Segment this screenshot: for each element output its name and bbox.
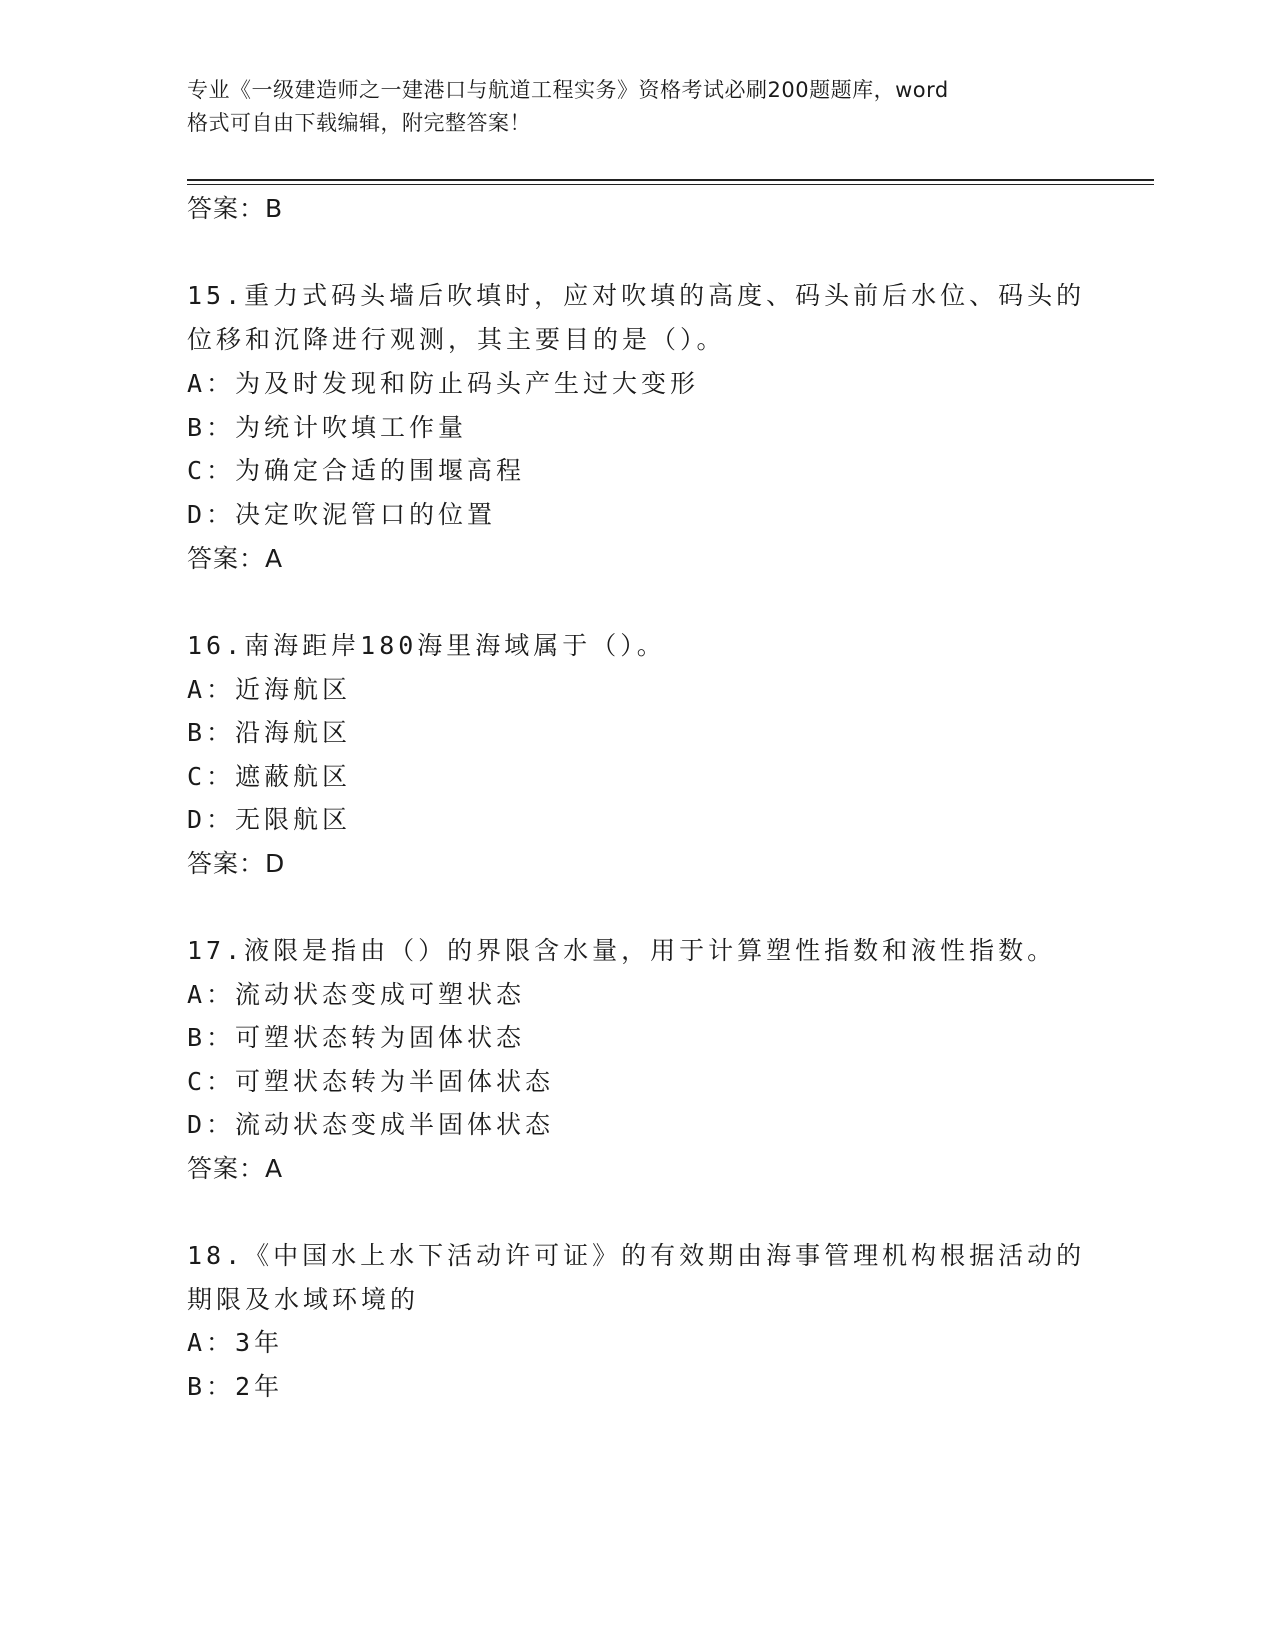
option-d: D：决定吹泥管口的位置: [187, 500, 497, 529]
header-divider-thick: [187, 179, 1154, 181]
option-c: C：遮蔽航区: [187, 762, 352, 791]
question-stem: 18.《中国水上水下活动许可证》的有效期由海事管理机构根据活动的: [187, 1241, 1086, 1270]
option-a: A：近海航区: [187, 675, 352, 704]
header-line-1: 专业《一级建造师之一建港口与航道工程实务》资格考试必刷200题题库，word: [187, 78, 949, 102]
option-b: B：沿海航区: [187, 718, 352, 747]
option-c: C：可塑状态转为半固体状态: [187, 1067, 555, 1096]
option-b: B：2年: [187, 1372, 284, 1401]
question-stem: 位移和沉降进行观测，其主要目的是（）。: [187, 325, 726, 354]
option-c: C：为确定合适的围堰高程: [187, 456, 526, 485]
option-a: A：3年: [187, 1328, 284, 1357]
option-b: B：可塑状态转为固体状态: [187, 1023, 526, 1052]
document-header: [187, 74, 1067, 140]
question-stem: 期限及水域环境的: [187, 1285, 420, 1314]
option-a: A：为及时发现和防止码头产生过大变形: [187, 369, 700, 398]
previous-answer: 答案：B: [187, 194, 284, 223]
header-line-2: 格式可自由下载编辑，附完整答案！: [187, 111, 531, 135]
answer: 答案：D: [187, 849, 286, 878]
answer: 答案：A: [187, 544, 284, 573]
option-d: D：流动状态变成半固体状态: [187, 1110, 555, 1139]
question-stem: 16.南海距岸180海里海域属于（）。: [187, 631, 666, 660]
question-stem: 17.液限是指由（）的界限含水量，用于计算塑性指数和液性指数。: [187, 936, 1057, 965]
option-b: B：为统计吹填工作量: [187, 413, 468, 442]
header-divider-thin: [187, 184, 1154, 185]
answer: 答案：A: [187, 1154, 284, 1183]
option-d: D：无限航区: [187, 805, 352, 834]
option-a: A：流动状态变成可塑状态: [187, 980, 526, 1009]
question-stem: 15.重力式码头墙后吹填时，应对吹填的高度、码头前后水位、码头的: [187, 281, 1086, 310]
